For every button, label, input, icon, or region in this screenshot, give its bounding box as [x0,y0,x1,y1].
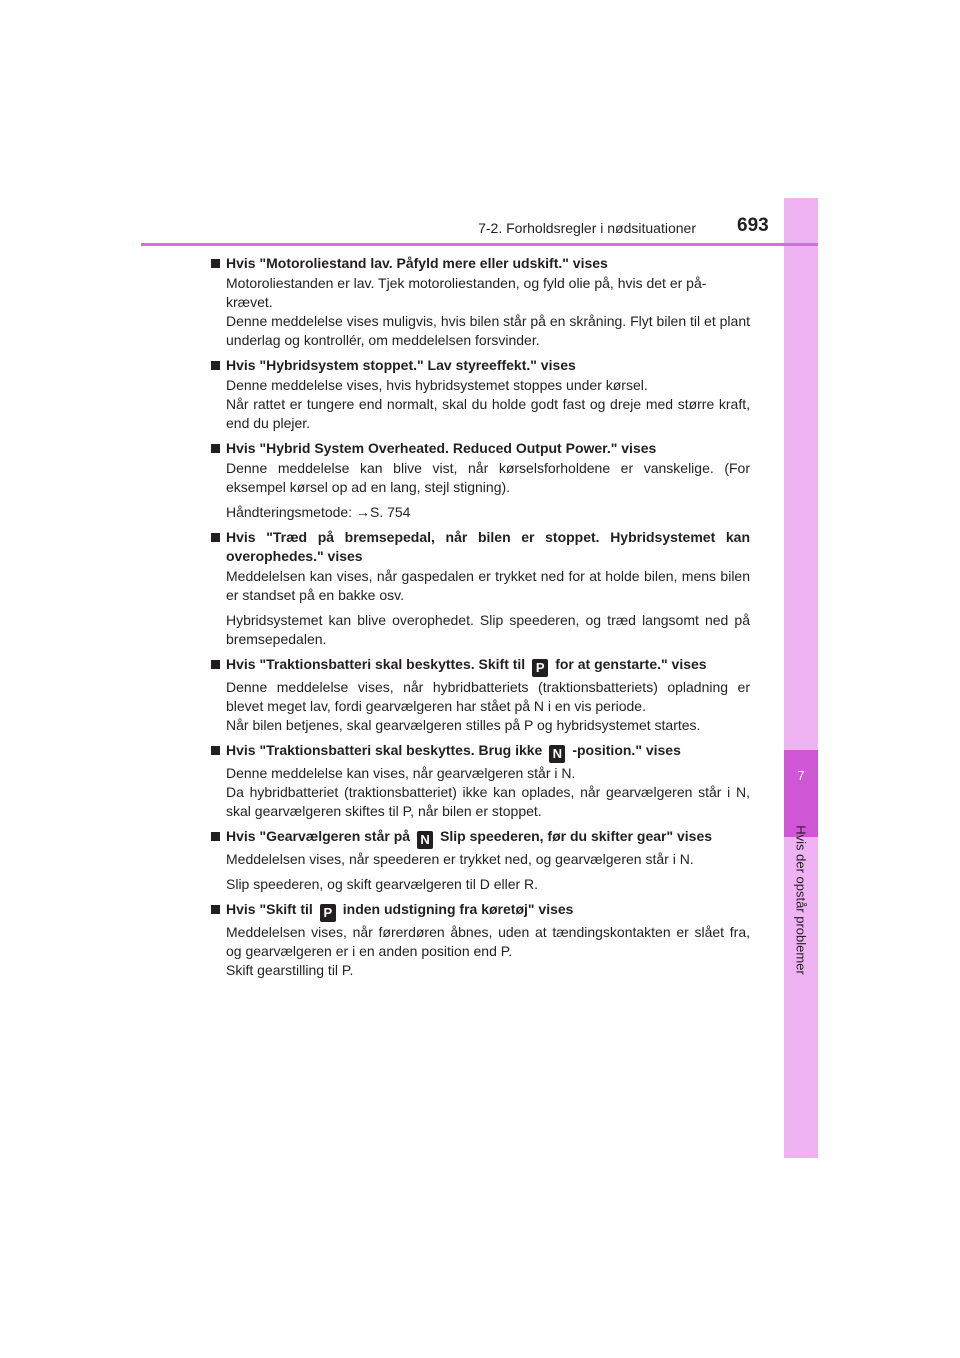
square-bullet-icon [211,444,220,453]
item-title: Hvis "Motoroliestand lav. Påfyld mere eller udskift." vises [210,254,750,273]
chapter-side-tab [784,198,818,1158]
item-title: Hvis "Hybrid System Overheated. Reduced Output Power." vises [210,439,750,458]
page-number: 693 [737,215,769,236]
gear-p-icon: P [532,659,548,677]
warning-item [210,741,750,821]
warning-item [210,254,750,350]
item-title: Hvis "Skift til P inden udstigning fra køretøj" vises [210,900,750,922]
chapter-label: Hvis der opstår problemer [793,825,809,975]
square-bullet-icon [211,832,220,841]
warning-item [210,655,750,735]
square-bullet-icon [211,660,220,669]
square-bullet-icon [211,746,220,755]
header-rule [141,243,818,246]
warning-item [210,827,750,894]
item-paragraph: Hybridsystemet kan blive overophedet. Slip speederen, og træd langsomt ned på bremsepedalen. [226,612,750,647]
item-title: Hvis "Traktionsbatteri skal beskyttes. Skift til P for at genstarte." vises [210,655,750,677]
warning-item [210,439,750,522]
item-title: Hvis "Traktionsbatteri skal beskyttes. Brug ikke N -position." vises [210,741,750,763]
item-paragraph: Meddelelsen vises, når speederen er trykket ned, og gearvælgeren står i N. [226,851,694,867]
item-paragraph: Motoroliestanden er lav. Tjek motoroliestanden, og fyld olie på, hvis det er på- krævet. Denne meddelelse vises muligvis, hvis bilen står på en skråning. Flyt bilen til et plant underlag og kontrollér, om meddelelsen forsvinder. [226,275,750,348]
item-paragraph: Denne meddelelse vises, når hybridbatteriets (traktionsbatteriets) opladning er blevet meget lav, fordi gearvælgeren har stået på N i en vis periode. Når bilen betjenes, skal gearvælgeren stilles på P og hybridsystemet startes. [226,679,750,733]
warning-item [210,900,750,980]
item-paragraph: Meddelelsen kan vises, når gaspedalen er trykket ned for at holde bilen, mens bilen er standset på en bakke osv. [226,568,750,603]
square-bullet-icon [211,905,220,914]
gear-n-icon: N [417,831,433,849]
square-bullet-icon [211,361,220,370]
item-title: Hvis "Hybridsystem stoppet." Lav styreeffekt." vises [210,356,750,375]
chapter-number-tab [784,750,818,837]
content-area [210,254,750,986]
warning-item [210,356,750,433]
square-bullet-icon [211,533,220,542]
warning-item [210,528,750,649]
item-title: Hvis "Gearvælgeren står på N Slip speederen, før du skifter gear" vises [210,827,750,849]
item-paragraph: Håndteringsmetode: →S. 754 [226,504,411,520]
item-paragraph: Slip speederen, og skift gearvælgeren til D eller R. [226,876,539,892]
section-title: 7-2. Forholdsregler i nødsituationer [478,220,696,236]
square-bullet-icon [211,259,220,268]
item-title: Hvis "Træd på bremsepedal, når bilen er stoppet. Hybridsystemet kan overophedes." vises [210,528,750,566]
item-paragraph: Denne meddelelse kan vises, når gearvælgeren står i N. Da hybridbatteriet (traktionsbatteriet) ikke kan oplades, når gearvælgeren står i N, skal gearvælgeren skiftes til P, når bilen er stoppet. [226,765,750,819]
item-paragraph: Denne meddelelse kan blive vist, når kørselsforholdene er vanskelige. (For eksempel kørsel op ad en lang, stejl stigning). [226,460,750,495]
item-paragraph: Denne meddelelse vises, hvis hybridsystemet stoppes under kørsel. Når rattet er tungere end normalt, skal du holde godt fast og dreje med større kraft, end du plejer. [226,377,750,431]
gear-p-icon: P [320,904,336,922]
item-paragraph: Meddelelsen vises, når førerdøren åbnes, uden at tændingskontakten er slået fra, og gearvælgeren er i en anden position end P. Skift gearstilling til P. [226,924,750,978]
gear-n-icon: N [549,745,565,763]
chapter-number: 7 [797,768,805,783]
